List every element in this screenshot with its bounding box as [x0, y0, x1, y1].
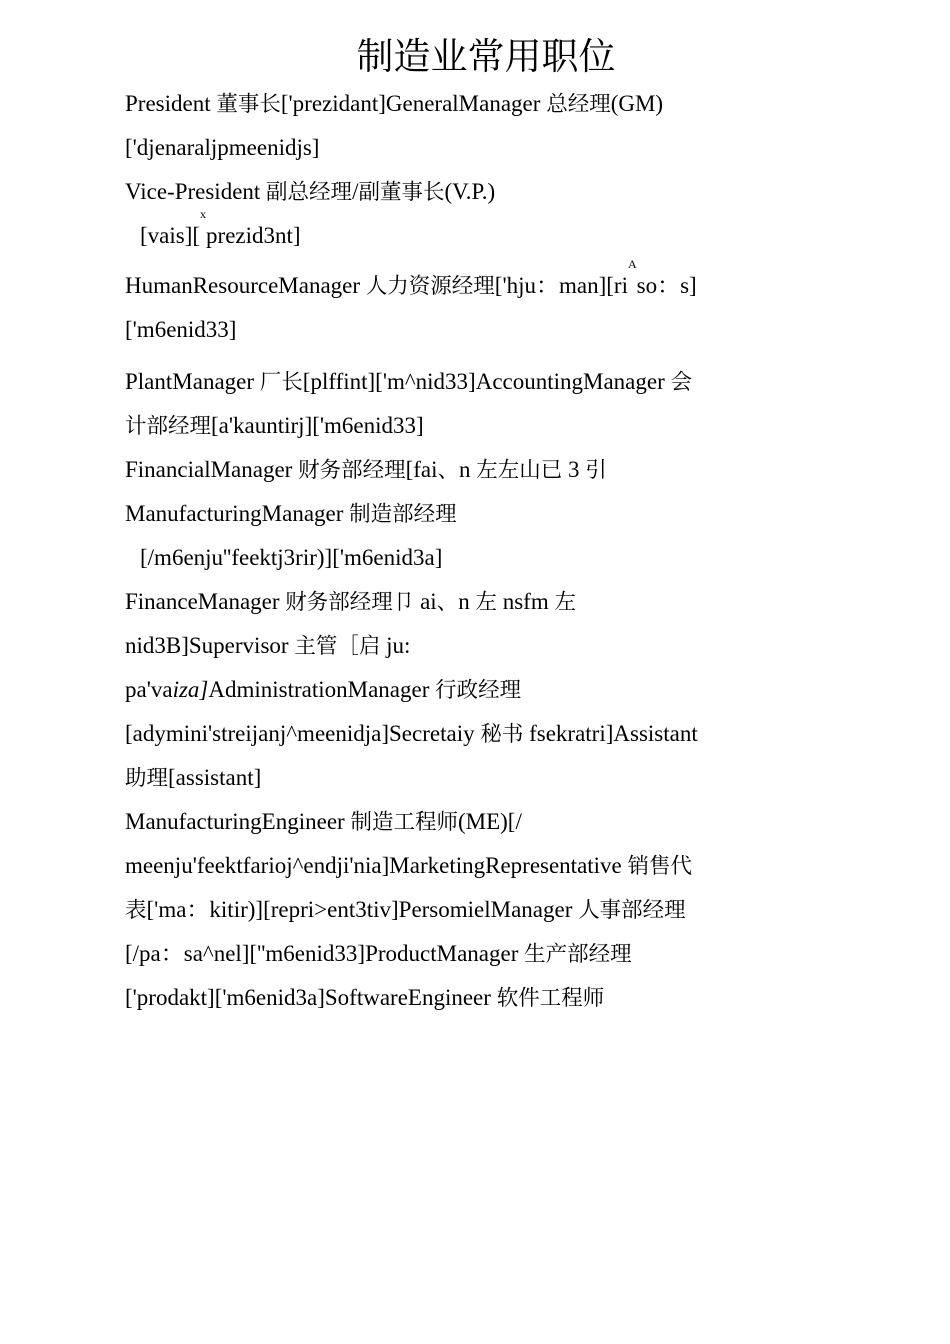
- text-line-1: [125, 82, 765, 126]
- text-segment: [vais][: [140, 223, 201, 248]
- text-segment: fsekratri]Assistant: [523, 721, 698, 746]
- text-segment-cjk: 人事部经理: [578, 898, 686, 923]
- text-line-15: [125, 712, 765, 756]
- text-segment-cjk: 、: [436, 590, 459, 615]
- text-segment-cjk: 左: [554, 590, 576, 615]
- text-segment: so：s]: [636, 273, 697, 298]
- text-segment-cjk: 秘书: [480, 722, 524, 747]
- text-line-10: [125, 492, 765, 536]
- text-segment-cjk: 表: [125, 898, 147, 923]
- text-segment: FinanceManager: [125, 589, 286, 614]
- text-line-19: [125, 888, 765, 932]
- text-line-5: [125, 257, 765, 308]
- text-segment: ManufacturingEngineer: [125, 809, 351, 834]
- text-segment: ManufacturingManager: [125, 501, 350, 526]
- text-line-8: [125, 404, 765, 448]
- text-segment-cjk: 左: [475, 590, 497, 615]
- text-segment: [a'kauntirj]['m6enid33]: [211, 413, 424, 438]
- text-segment: n: [458, 589, 476, 614]
- text-segment: [/m6enju''feektj3rir)]['m6enid3a]: [140, 545, 443, 570]
- text-segment: nsfm: [496, 589, 555, 614]
- text-segment: President: [125, 91, 217, 116]
- text-segment: ['hju：man][ri: [494, 273, 628, 298]
- text-segment: ju:: [380, 633, 411, 658]
- text-segment: meenju'feektfarioj^endji'nia]MarketingRepresentative: [125, 853, 628, 878]
- text-line-4: [125, 207, 765, 258]
- superscript-mark: A: [627, 257, 637, 271]
- text-segment: (V.P.): [444, 179, 496, 204]
- text-segment-cjk: 行政经理: [435, 678, 522, 703]
- text-segment-cjk: 制造部经理: [349, 502, 457, 527]
- text-line-9: [125, 448, 765, 492]
- text-segment: PlantManager: [125, 369, 260, 394]
- text-line-16: [125, 756, 765, 800]
- text-segment-cjk: 财务部经理卩: [285, 590, 415, 615]
- text-segment: ['m6enid33]: [125, 317, 237, 342]
- text-segment: ai: [414, 589, 437, 614]
- text-segment-cjk: 副董事长: [358, 180, 445, 205]
- text-line-17: [125, 800, 765, 844]
- text-segment-cjk: 人力资源经理: [365, 274, 495, 299]
- text-segment-cjk: 厂长: [259, 370, 303, 395]
- text-segment: [fai: [405, 457, 438, 482]
- text-segment: AdministrationManager: [208, 677, 436, 702]
- text-segment: (ME)[/: [457, 809, 522, 834]
- text-segment: [plffint]['m^nid33]AccountingManager: [302, 369, 671, 394]
- text-line-14: [125, 668, 765, 712]
- text-segment: ['ma：kitir)][repri>ent3tiv]PersomielManager: [146, 897, 579, 922]
- text-line-7: [125, 360, 765, 404]
- text-line-12: [125, 580, 765, 624]
- text-segment: n: [459, 457, 477, 482]
- superscript-mark: x: [200, 207, 207, 221]
- text-line-2: [125, 126, 765, 170]
- text-segment: ['djenaraljpmeenidjs]: [125, 135, 320, 160]
- text-segment: 3: [562, 457, 586, 482]
- text-segment: HumanResourceManager: [125, 273, 366, 298]
- text-segment: ['prodakt]['m6enid3a]SoftwareEngineer: [125, 985, 497, 1010]
- text-segment-cjk: 总经理: [546, 92, 611, 117]
- text-line-11: [125, 536, 765, 580]
- text-segment-cjk: 会: [670, 370, 693, 395]
- text-segment-cjk: 助理: [125, 766, 169, 791]
- text-segment-cjk: 财务部经理: [298, 458, 406, 483]
- text-segment: nid3B]Supervisor: [125, 633, 295, 658]
- text-segment-cjk: 主管［启: [294, 634, 381, 659]
- text-segment: FinancialManager: [125, 457, 299, 482]
- text-segment: pa'va: [125, 677, 173, 702]
- text-line-18: [125, 844, 765, 888]
- text-segment-cjk: 销售代: [627, 854, 693, 879]
- text-segment-cjk: 计部经理: [125, 414, 212, 439]
- text-segment: Vice-President: [125, 179, 267, 204]
- text-line-13: [125, 624, 765, 668]
- text-segment-cjk: 副总经理: [266, 180, 353, 205]
- text-line-6: [125, 308, 765, 352]
- text-line-20: [125, 932, 765, 976]
- text-segment-italic: iza]: [172, 677, 209, 702]
- text-segment-cjk: 制造工程师: [350, 810, 458, 835]
- text-segment: [adymini'streijanj^meenidja]Secretaiy: [125, 721, 481, 746]
- text-line-3: [125, 170, 765, 214]
- text-segment: [/pa：sa^nel][''m6enid33]ProductManager: [125, 941, 525, 966]
- text-line-21: [125, 976, 765, 1020]
- text-segment-cjk: 左左山已: [476, 458, 563, 483]
- text-segment-cjk: 董事长: [216, 92, 281, 117]
- text-segment: ['prezidant]GeneralManager: [280, 91, 547, 116]
- text-segment-cjk: 生产部经理: [524, 942, 632, 967]
- page-title: 制造业常用职位: [356, 35, 616, 78]
- text-segment: [assistant]: [168, 765, 262, 790]
- text-segment: /: [352, 179, 359, 204]
- text-segment-cjk: 引: [585, 458, 607, 483]
- text-segment-cjk: 、: [437, 458, 460, 483]
- text-segment: (GM): [610, 91, 664, 116]
- document-body: [125, 82, 765, 1020]
- text-segment-cjk: 软件工程师: [496, 986, 605, 1011]
- text-segment: prezid3nt]: [206, 223, 301, 248]
